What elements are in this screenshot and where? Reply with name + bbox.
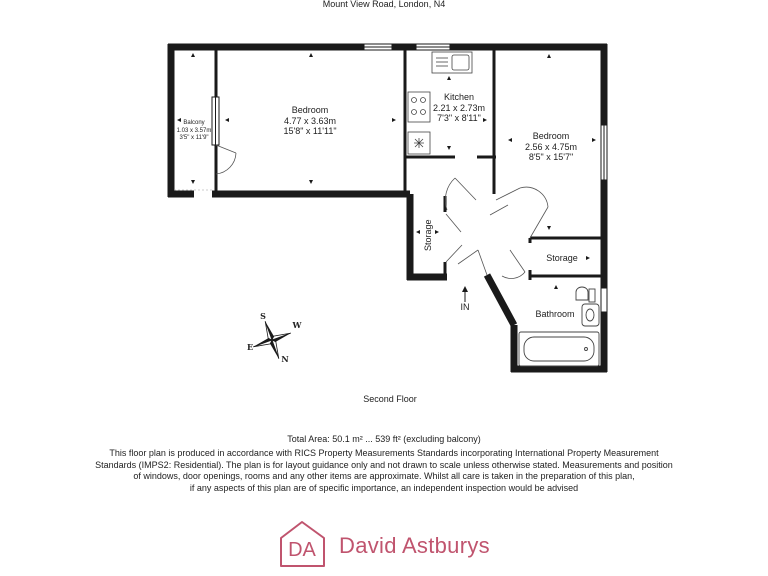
door-swings: [216, 145, 548, 279]
brand-monogram: DA: [288, 539, 316, 561]
dimension-markers: [177, 53, 596, 292]
total-area: Total Area: 50.1 m² ... 539 ft² (excluding balcony): [287, 434, 481, 444]
room-metric: 2.56 x 4.75m: [524, 141, 578, 152]
bathroom-fixtures: [519, 287, 599, 366]
room-name: Bedroom: [532, 131, 570, 141]
compass-w: W: [292, 320, 302, 330]
room-bathroom: [530, 309, 580, 320]
disclaimer-line: of windows, door openings, rooms and any other items are approximate. Whilst all care is taken in the preparation of this plan,: [133, 471, 635, 481]
room-name: Bathroom: [535, 309, 575, 319]
room-storage-2: [537, 253, 587, 264]
room-metric: 2.21 x 2.73m: [432, 102, 486, 113]
room-name: Bedroom: [291, 105, 329, 115]
disclaimer: [70, 448, 698, 494]
disclaimer-line: Standards (IMPS2: Residential). The plan is for layout guidance only and not drawn to scale unless otherwise stated. Measurements and position: [95, 459, 673, 470]
room-metric: 1.03 x 3.57m: [176, 127, 212, 134]
floor-label: Second Floor: [363, 394, 417, 404]
entrance-label: IN: [460, 302, 470, 312]
room-imperial: 3'5" x 11'9": [179, 135, 209, 141]
room-name: Storage: [546, 253, 578, 263]
disclaimer-line: if any aspects of this plan are of specific importance, an independent inspection would be advised: [189, 482, 579, 493]
disclaimer-line: This floor plan is produced in accordance with RICS Property Measurements Standards incorporating International Property Measurement: [109, 448, 659, 458]
brand-name: David Astburys: [339, 533, 490, 558]
walls: [168, 44, 607, 372]
room-storage-1: [423, 210, 434, 260]
room-name: Balcony: [183, 120, 205, 126]
compass-e: E: [246, 342, 254, 352]
room-bedroom-2: [516, 131, 586, 163]
room-metric: 4.77 x 3.63m: [283, 115, 337, 126]
room-imperial: 15'8" x 11'11": [283, 126, 337, 136]
compass-s: S: [260, 311, 266, 321]
room-bedroom-1: [270, 105, 350, 137]
address-title: Mount View Road, London, N4: [322, 0, 446, 9]
room-imperial: 7'3" x 8'11": [437, 113, 481, 123]
room-balcony: [172, 120, 216, 143]
room-imperial: 8'5" x 15'7": [528, 152, 574, 162]
room-name: Kitchen: [443, 92, 475, 102]
room-name: Storage: [422, 219, 433, 252]
room-kitchen: [427, 92, 491, 124]
compass-n: N: [281, 354, 289, 364]
